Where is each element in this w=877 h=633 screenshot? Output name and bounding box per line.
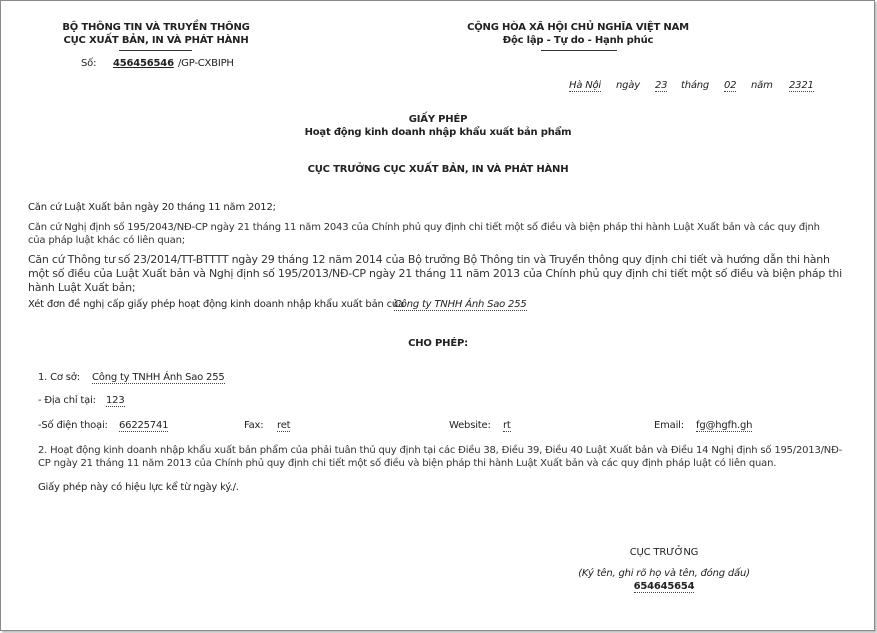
- email-label: Email:: [654, 420, 684, 431]
- legal-basis-1: Căn cứ Luật Xuất bản ngày 20 tháng 11 năm 2012;: [28, 202, 276, 213]
- phone-value: 66225741: [119, 420, 169, 431]
- country-name: CỘNG HÒA XÃ HỘI CHỦ NGHĨA VIỆT NAM: [467, 22, 689, 33]
- signature-title: CỤC TRƯỞNG: [629, 547, 699, 558]
- date-month: 02: [724, 80, 737, 91]
- national-motto: Độc lập - Tự do - Hạnh phúc: [502, 35, 654, 46]
- phone-label: -Số điện thoại:: [38, 420, 108, 431]
- date-day-label: ngày: [616, 80, 640, 91]
- date-day: 23: [655, 80, 668, 91]
- date-year: 2321: [789, 80, 814, 91]
- email-value: fg@hgfh.gh: [696, 420, 753, 431]
- validity-text: Giấy phép này có hiệu lực kể từ ngày ký./.: [38, 482, 239, 493]
- request-company: Công ty TNHH Ánh Sao 255: [394, 299, 527, 310]
- date-month-label: tháng: [681, 80, 710, 91]
- permit-heading: CHO PHÉP:: [408, 338, 468, 349]
- website-label: Website:: [449, 420, 491, 431]
- permit-number: 456456546: [113, 58, 174, 69]
- address-value: 123: [106, 395, 125, 406]
- signer-name: [564, 581, 764, 592]
- signer-name-value: 654645654: [633, 581, 695, 592]
- facility-value: Công ty TNHH Ánh Sao 255: [92, 372, 225, 383]
- clause-2: 2. Hoạt động kinh doanh nhập khẩu xuất bản phẩm của phải tuân thủ quy định tại các Điều 38, Điều 39, Điều 40 Luật Xuất bản và Điều 14 Nghị định số 195/2013/NĐ-CP ngày 21 tháng 11 năm 2013 của Chính phủ quy định chi tiết một số điều và biện pháp thi hành Luật Xuất bản và các quy định pháp luật có liên quan.: [38, 445, 843, 469]
- fax-value: ret: [277, 420, 291, 431]
- date-place: Hà Nội: [569, 80, 602, 91]
- request-text: Xét đơn đề nghị cấp giấy phép hoạt động kinh doanh nhập khẩu xuất bản của: [28, 299, 404, 310]
- ministry-name: BỘ THÔNG TIN VÀ TRUYỀN THÔNG: [62, 22, 250, 33]
- website-value: rt: [503, 420, 511, 431]
- header-right-rule: [541, 50, 617, 51]
- legal-basis-3: Căn cứ Thông tư số 23/2014/TT-BTTTT ngày 29 tháng 12 năm 2014 của Bộ trưởng Bộ Thông tin và Truyền thông quy định chi tiết và hướng dẫn thi hành một số điều của Luật Xuất bản và Nghị định số 195/2013/NĐ-CP ngày 21 tháng 11 năm 2013 của Chính phủ quy định chi tiết một số điều và biện pháp thi hành Luật Xuất bản;: [28, 253, 842, 294]
- issuing-authority: CỤC TRƯỞNG CỤC XUẤT BẢN, IN VÀ PHÁT HÀNH: [307, 164, 569, 175]
- number-label: Số:: [81, 58, 97, 69]
- facility-label: 1. Cơ sở:: [38, 372, 80, 383]
- document-subtitle: Hoạt động kinh doanh nhập khẩu xuất bản phẩm: [304, 127, 572, 138]
- address-label: - Địa chỉ tại:: [38, 395, 96, 406]
- document-title: GIẤY PHÉP: [408, 114, 468, 125]
- department-name: CỤC XUẤT BẢN, IN VÀ PHÁT HÀNH: [63, 35, 249, 46]
- header-left-rule: [119, 50, 192, 51]
- date-year-label: năm: [751, 80, 773, 91]
- fax-label: Fax:: [244, 420, 264, 431]
- permit-number-suffix: /GP-CXBIPH: [178, 58, 234, 69]
- legal-basis-2: Căn cứ Nghị định số 195/2043/NĐ-CP ngày 21 tháng 11 năm 2043 của Chính phủ quy định chi tiết một số điều và biện pháp thi hành Luật Xuất bản và các quy định của pháp luật khác có liên quan;: [28, 222, 820, 246]
- signature-note: (Ký tên, ghi rõ họ và tên, đóng dấu): [578, 568, 750, 579]
